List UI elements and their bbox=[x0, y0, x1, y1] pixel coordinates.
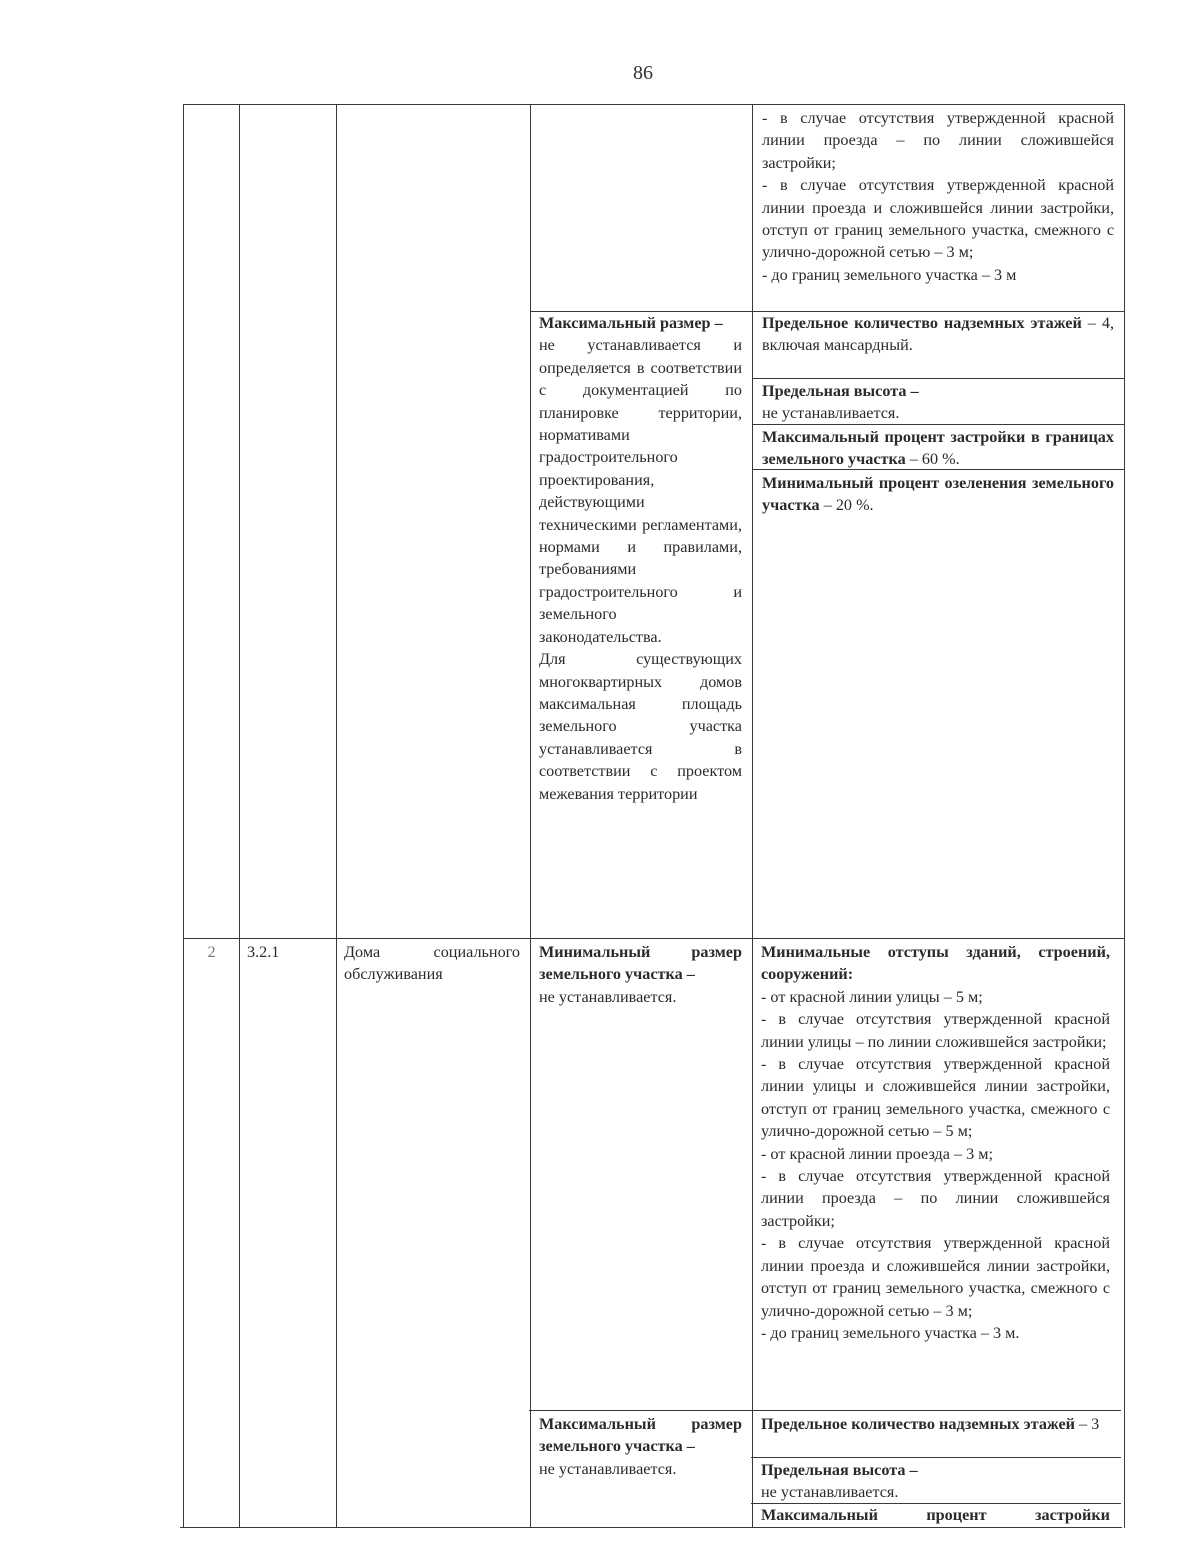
max-size-text: не устанавливается и определяется в соответствии с документацией по планировке территории, нормативами градостроительного проектирования, действующими техническими регламентами, нормами и правилами, требованиями градостроительного и земельного законодательства. bbox=[539, 336, 742, 646]
table-top-border bbox=[183, 104, 1125, 105]
floors-value-2: – 3 bbox=[1074, 1415, 1100, 1433]
setback-item: - в случае отсутствия утвержденной красной линии улицы и сложившейся линии застройки, отступ от границ земельного участка, смежного с улично-дорожной сетью – 5 м; bbox=[761, 1055, 1110, 1141]
row-divider-main bbox=[183, 938, 1125, 939]
height-cell-2 bbox=[761, 1459, 1110, 1504]
setback-item: - от красной линии улицы – 5 м; bbox=[761, 987, 983, 1006]
row-divider-6 bbox=[751, 1457, 1121, 1458]
col-border-4 bbox=[752, 104, 753, 1528]
floors-title-2: Предельное количество надземных этажей bbox=[761, 1415, 1075, 1433]
min-size-title: Минимальный размер земельного участка – bbox=[539, 943, 742, 984]
coverage-title: Максимальный процент застройки в границах земельного участка bbox=[762, 428, 1114, 469]
coverage-cell bbox=[762, 426, 1114, 471]
coverage-value: – 60 %. bbox=[905, 450, 960, 469]
max-size-cell-2 bbox=[539, 1413, 742, 1480]
greening-cell bbox=[762, 472, 1114, 517]
setback-item: - в случае отсутствия утвержденной красной линии проезда и сложившейся линии застройки, отступ от границ земельного участка, смежного с улично-дорожной сетью – 3 м; bbox=[762, 176, 1114, 262]
row-code: 3.2.1 bbox=[247, 943, 280, 961]
setback-item: - в случае отсутствия утвержденной красной линии проезда – по линии сложившейся застройки; bbox=[761, 1167, 1110, 1230]
min-size-cell bbox=[539, 941, 742, 1008]
setbacks-title: Минимальные отступы зданий, строений, сооружений: bbox=[761, 943, 1110, 984]
coverage-cell-2 bbox=[761, 1504, 1110, 1527]
row-divider-5 bbox=[529, 1410, 1121, 1411]
height-value-2: не устанавливается. bbox=[761, 1483, 899, 1502]
floors-cell-2 bbox=[761, 1413, 1110, 1435]
floors-title: Предельное количество надземных этажей bbox=[762, 314, 1082, 332]
max-size-cell bbox=[539, 312, 742, 805]
page-number: 86 bbox=[633, 62, 653, 84]
setback-item: - до границ земельного участка – 3 м bbox=[762, 265, 1017, 284]
col-border-0 bbox=[183, 104, 184, 1528]
height-cell bbox=[762, 380, 1114, 425]
setback-item: - в случае отсутствия утвержденной красной линии проезда и сложившейся линии застройки, отступ от границ земельного участка, смежного с улично-дорожной сетью – 3 м; bbox=[761, 1234, 1110, 1320]
col-border-1 bbox=[239, 104, 240, 1528]
col-border-5 bbox=[1124, 104, 1125, 1528]
height-value: не устанавливается. bbox=[762, 404, 900, 423]
setback-item: - в случае отсутствия утвержденной красной линии улицы – по линии сложившейся застройки; bbox=[761, 1010, 1110, 1051]
floors-cell bbox=[762, 312, 1114, 357]
max-size-value-2: не устанавливается. bbox=[539, 1459, 677, 1478]
max-size-title-2: Максимальный размер земельного участка – bbox=[539, 1415, 742, 1456]
greening-value: – 20 %. bbox=[819, 496, 874, 515]
setback-item: - от красной линии проезда – 3 м; bbox=[761, 1144, 994, 1163]
setback-item: - в случае отсутствия утвержденной красной линии проезда – по линии сложившейся застройки; bbox=[762, 109, 1114, 172]
max-size-text-existing: Для существующих многоквартирных домов максимальная площадь земельного участка устанавливается в соответствии с проектом межевания территории bbox=[539, 650, 742, 803]
col-border-3 bbox=[530, 104, 531, 1528]
coverage-title-2: Максимальный процент застройки bbox=[761, 1506, 1110, 1524]
greening-title: Минимальный процент озеленения земельного участка bbox=[762, 474, 1114, 515]
height-title: Предельная высота – bbox=[762, 382, 919, 400]
row-name: Дома социального обслуживания bbox=[344, 943, 520, 984]
setbacks-continued-cell bbox=[762, 107, 1114, 286]
row-divider-2 bbox=[752, 378, 1125, 379]
min-size-value: не устанавливается. bbox=[539, 987, 677, 1006]
table-bottom-border bbox=[180, 1527, 1122, 1528]
row-number: 2 bbox=[207, 943, 216, 961]
setback-item: - до границ земельного участка – 3 м. bbox=[761, 1323, 1020, 1342]
height-title-2: Предельная высота – bbox=[761, 1461, 918, 1479]
col-border-2 bbox=[336, 104, 337, 1528]
setbacks-cell bbox=[761, 941, 1110, 1344]
max-size-title: Максимальный размер – bbox=[539, 314, 723, 332]
floors-value: – 4, включая мансардный. bbox=[762, 314, 1114, 355]
